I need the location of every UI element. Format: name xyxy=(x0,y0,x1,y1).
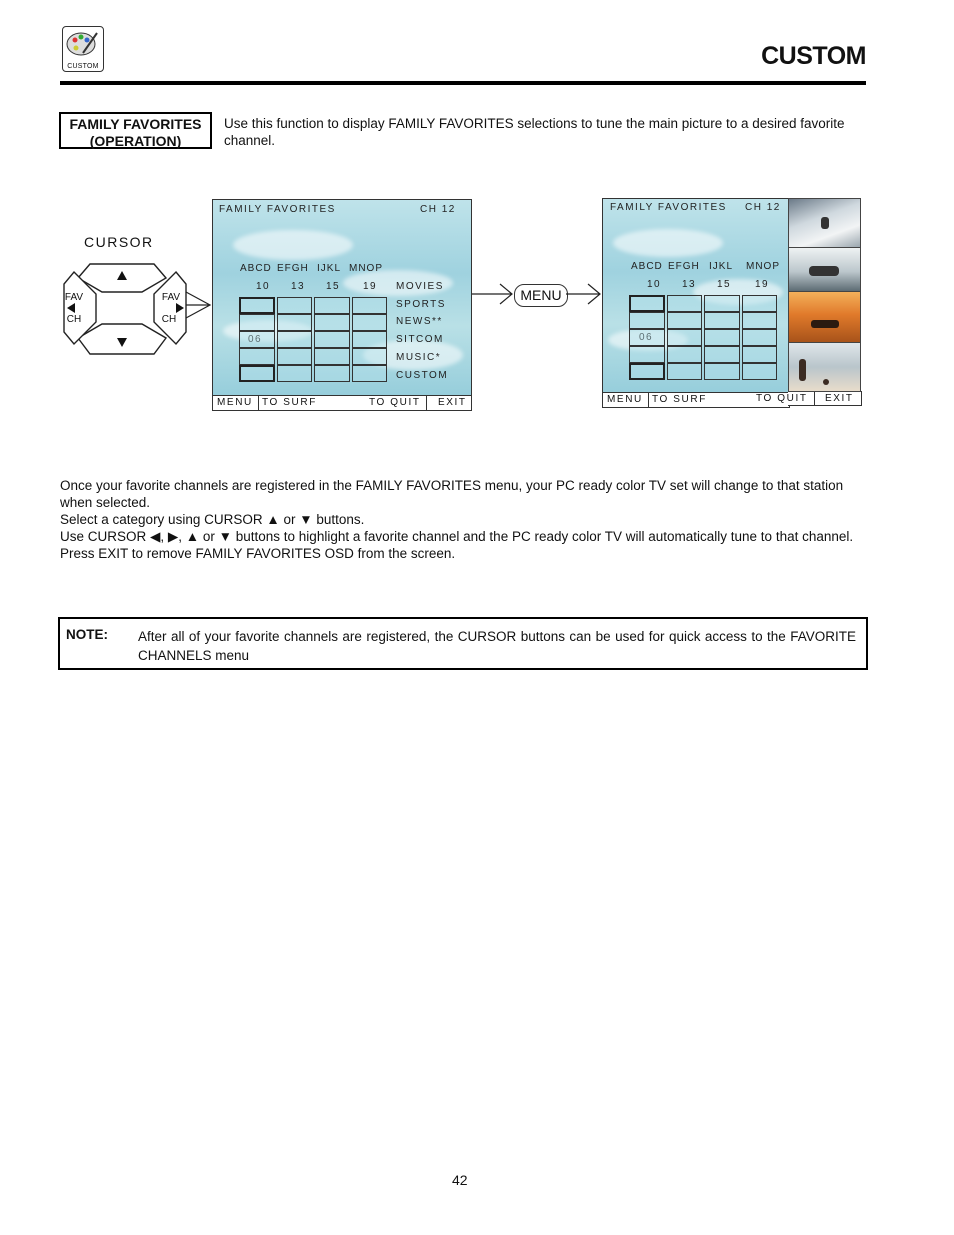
screen2-title: FAMILY FAVORITES xyxy=(610,202,727,213)
channel-grid-cell[interactable] xyxy=(704,363,740,380)
screen2-category-efgh: EFGH xyxy=(668,261,700,272)
thumbnail-photo-boat xyxy=(788,291,861,343)
screen1-footer-menu: MENU xyxy=(217,397,253,408)
screen1-menu-movies[interactable]: MOVIES xyxy=(396,281,444,292)
screen2-channel: CH 12 xyxy=(745,202,781,213)
channel-grid-cell[interactable] xyxy=(667,363,703,380)
channel-grid-cell[interactable] xyxy=(629,346,665,363)
section-label-line1: FAMILY FAVORITES xyxy=(69,116,202,132)
thumbnail-photo-beach xyxy=(788,342,861,392)
channel-grid-cell[interactable] xyxy=(629,329,665,346)
channel-grid-cell[interactable] xyxy=(352,365,388,382)
screen2-row-channel: 06 xyxy=(639,332,654,343)
family-favorites-screen-1 xyxy=(212,199,472,411)
channel-grid-cell[interactable] xyxy=(277,331,313,348)
channel-grid-cell[interactable] xyxy=(352,297,388,314)
screen2-footer-right xyxy=(756,391,862,406)
channel-grid-cell[interactable] xyxy=(239,348,275,365)
body-text xyxy=(60,477,872,562)
palette-icon xyxy=(63,27,103,61)
channel-grid-cell[interactable] xyxy=(742,346,778,363)
body-paragraph-3: Use CURSOR ◀, ▶, ▲ or ▼ buttons to highlight a favorite channel and the PC ready color TV will automatically tune to that channel. xyxy=(60,529,854,544)
screen2-channel-15: 15 xyxy=(717,279,732,290)
screen1-category-efgh: EFGH xyxy=(277,263,309,274)
channel-grid-cell[interactable] xyxy=(704,346,740,363)
channel-grid-cell[interactable] xyxy=(239,331,275,348)
channel-grid-cell[interactable] xyxy=(314,365,350,382)
channel-grid-cell[interactable] xyxy=(704,329,740,346)
channel-grid-cell[interactable] xyxy=(667,346,703,363)
family-favorites-screen-2 xyxy=(602,198,790,408)
section-description: Use this function to display FAMILY FAVORITES selections to tune the main picture to a desired favorite channel. xyxy=(224,116,845,148)
screen1-footer-surf: TO SURF xyxy=(262,397,317,408)
screen2-channel-19: 19 xyxy=(755,279,770,290)
screen1-footer-quit: TO QUIT xyxy=(369,397,421,408)
screen1-channel-19: 19 xyxy=(363,281,378,292)
channel-grid-cell[interactable] xyxy=(239,365,275,382)
section-label-line2: (OPERATION) xyxy=(89,133,182,149)
note-label: NOTE: xyxy=(66,627,108,642)
screen2-category-mnop: MNOP xyxy=(746,261,780,272)
channel-grid-cell[interactable] xyxy=(667,312,703,329)
arrow-to-screen1 xyxy=(184,290,214,320)
channel-grid-cell[interactable] xyxy=(352,348,388,365)
channel-grid-cell[interactable] xyxy=(629,295,665,312)
screen1-row-channel: 06 xyxy=(248,334,263,345)
page-number: 42 xyxy=(452,1172,468,1188)
channel-grid-cell[interactable] xyxy=(742,363,778,380)
screen1-menu-sports[interactable]: SPORTS xyxy=(396,299,446,310)
screen1-footer xyxy=(213,395,471,410)
channel-grid-cell[interactable] xyxy=(629,312,665,329)
screen1-channel: CH 12 xyxy=(420,204,456,215)
screen1-channel-15: 15 xyxy=(326,281,341,292)
screen2-footer-surf: TO SURF xyxy=(652,394,707,405)
menu-button-label: MENU xyxy=(514,284,568,307)
left-fav-label: FAV xyxy=(64,292,84,303)
channel-grid-cell[interactable] xyxy=(742,312,778,329)
custom-icon-label: CUSTOM xyxy=(67,63,99,70)
body-paragraph-4: Press EXIT to remove FAMILY FAVORITES OSD from the screen. xyxy=(60,546,456,561)
channel-grid-cell[interactable] xyxy=(277,348,313,365)
body-paragraph-1: Once your favorite channels are registered in the FAMILY FAVORITES menu, your PC ready color TV set will change to that station when selected. xyxy=(60,478,844,510)
channel-grid-cell[interactable] xyxy=(704,295,740,312)
header-rule xyxy=(60,81,866,85)
channel-grid-cell[interactable] xyxy=(239,314,275,331)
screen1-category-abcd: ABCD xyxy=(240,263,272,274)
channel-grid-cell[interactable] xyxy=(314,348,350,365)
screen1-menu-custom[interactable]: CUSTOM xyxy=(396,370,449,381)
channel-grid-cell[interactable] xyxy=(314,331,350,348)
note-box xyxy=(58,617,868,670)
screen2-footer-quit: TO QUIT xyxy=(756,393,808,404)
note-text: After all of your favorite channels are registered, the CURSOR buttons can be used for quick access to the FAVORITE CHANNELS menu xyxy=(138,629,856,663)
channel-grid-cell[interactable] xyxy=(277,365,313,382)
channel-grid-cell[interactable] xyxy=(629,363,665,380)
screen1-menu-sitcom[interactable]: SITCOM xyxy=(396,334,444,345)
channel-grid-cell[interactable] xyxy=(239,297,275,314)
thumbnail-photo-motorcycles xyxy=(788,247,861,292)
channel-grid-cell[interactable] xyxy=(704,312,740,329)
channel-grid-cell[interactable] xyxy=(742,329,778,346)
channel-grid-cell[interactable] xyxy=(277,297,313,314)
right-ch-label: CH xyxy=(161,314,177,325)
channel-grid-cell[interactable] xyxy=(667,329,703,346)
screen2-footer-menu: MENU xyxy=(607,394,643,405)
arrow-to-menu xyxy=(472,282,514,306)
cursor-label: CURSOR xyxy=(84,234,154,250)
screen2-category-ijkl: IJKL xyxy=(709,261,734,272)
channel-grid-cell[interactable] xyxy=(352,331,388,348)
channel-grid-cell[interactable] xyxy=(742,295,778,312)
channel-grid-cell[interactable] xyxy=(277,314,313,331)
channel-grid-cell[interactable] xyxy=(314,314,350,331)
screen1-menu-music[interactable]: MUSIC* xyxy=(396,352,442,363)
screen1-channel-13: 13 xyxy=(291,281,306,292)
right-fav-label: FAV xyxy=(161,292,181,303)
screen1-category-ijkl: IJKL xyxy=(317,263,342,274)
arrow-to-screen2 xyxy=(566,282,602,306)
channel-grid-cell[interactable] xyxy=(667,295,703,312)
body-paragraph-2: Select a category using CURSOR ▲ or ▼ buttons. xyxy=(60,512,365,527)
screen1-title: FAMILY FAVORITES xyxy=(219,204,336,215)
section-label xyxy=(59,112,212,149)
custom-icon xyxy=(62,26,104,72)
page-title: CUSTOM xyxy=(761,42,866,70)
thumbnail-photo-snow xyxy=(788,198,861,248)
screen2-category-abcd: ABCD xyxy=(631,261,663,272)
channel-grid-cell[interactable] xyxy=(314,297,350,314)
screen1-channel-10: 10 xyxy=(256,281,271,292)
screen2-channel-13: 13 xyxy=(682,279,697,290)
screen2-footer-exit: EXIT xyxy=(825,393,854,404)
screen1-category-mnop: MNOP xyxy=(349,263,383,274)
channel-grid-cell[interactable] xyxy=(352,314,388,331)
screen1-footer-exit: EXIT xyxy=(438,397,467,408)
screen1-menu-news[interactable]: NEWS** xyxy=(396,316,443,327)
screen2-channel-10: 10 xyxy=(647,279,662,290)
left-ch-label: CH xyxy=(66,314,82,325)
